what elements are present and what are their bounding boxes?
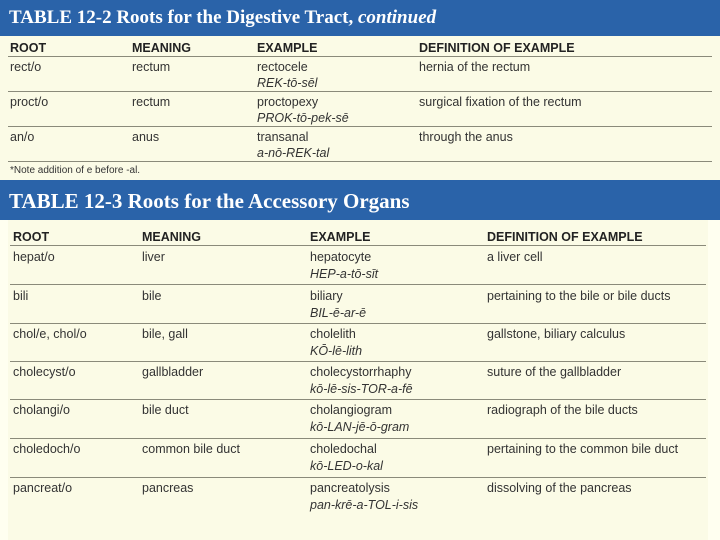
t2-header-meaning: MEANING xyxy=(142,230,202,244)
t1-row3-meaning: anus xyxy=(132,130,160,144)
t2-header-definition: DEFINITION OF EXAMPLE xyxy=(487,230,643,244)
t2-row3-root: chol/e, chol/o xyxy=(13,327,87,341)
t1-row1-root: rect/o xyxy=(10,60,42,74)
t2-row4-root: cholecyst/o xyxy=(13,365,76,379)
t2-row2-root: bili xyxy=(13,289,29,303)
t1-row1-meaning: rectum xyxy=(132,60,171,74)
t2-row7-meaning: pancreas xyxy=(142,481,194,495)
t2-row6-definition: pertaining to the common bile duct xyxy=(487,442,679,456)
t1-header-rule xyxy=(8,56,712,57)
t2-header-root: ROOT xyxy=(13,230,50,244)
t2-row5-example: cholangiogram xyxy=(310,403,392,417)
table-12-3-title: TABLE 12-3 Roots for the Accessory Organs xyxy=(0,180,720,220)
t2-row1-example: hepatocyte xyxy=(310,250,372,264)
t2-row6-example: choledochal xyxy=(310,442,377,456)
t2-row1-pronunciation: HEP-a-tō-sīt xyxy=(310,267,379,281)
t2-row-rule xyxy=(10,477,706,478)
t1-row2-example: proctopexy xyxy=(257,95,319,109)
t1-row2-pronunciation: PROK-tō-pek-sē xyxy=(257,111,349,125)
t1-row3-root: an/o xyxy=(10,130,35,144)
t1-header-meaning: MEANING xyxy=(132,41,192,55)
t1-row-rule xyxy=(8,161,712,162)
t2-row6-pronunciation: kō-LED-o-kal xyxy=(310,459,383,473)
t2-row4-example: cholecystorrhaphy xyxy=(310,365,412,379)
t2-header-rule xyxy=(10,245,706,246)
t2-header-example: EXAMPLE xyxy=(310,230,371,244)
t1-row-rule xyxy=(8,126,712,127)
t2-row1-definition: a liver cell xyxy=(487,250,543,264)
t2-row-rule xyxy=(10,284,706,285)
t2-row3-example: cholelith xyxy=(310,327,356,341)
t2-row3-meaning: bile, gall xyxy=(142,327,188,341)
t2-row5-root: cholangi/o xyxy=(13,403,70,417)
table-12-2-title-continued: continued xyxy=(358,7,437,28)
t2-row3-definition: gallstone, biliary calculus xyxy=(487,327,626,341)
t2-row7-pronunciation: pan-krē-a-TOL-i-sis xyxy=(310,498,419,512)
t1-header-root: ROOT xyxy=(10,41,47,55)
t2-row6-meaning: common bile duct xyxy=(142,442,240,456)
t2-row2-example: biliary xyxy=(310,289,343,303)
t1-row1-definition: hernia of the rectum xyxy=(419,60,531,74)
t1-row3-example: transanal xyxy=(257,130,309,144)
t2-row5-definition: radiograph of the bile ducts xyxy=(487,403,638,417)
t1-row2-meaning: rectum xyxy=(132,95,171,109)
t1-row3-pronunciation: a-nō-REK-tal xyxy=(257,146,330,160)
table-12-3-body xyxy=(8,220,708,540)
t2-row2-definition: pertaining to the bile or bile ducts xyxy=(487,289,671,303)
t2-row-rule xyxy=(10,323,706,324)
t2-row2-meaning: bile xyxy=(142,289,162,303)
table-12-2-title-main: TABLE 12-2 Roots for the Digestive Tract, xyxy=(9,7,358,28)
t2-row4-pronunciation: kō-lē-sis-TOR-a-fē xyxy=(310,382,413,396)
t2-row1-root: hepat/o xyxy=(13,250,55,264)
table-12-2-title xyxy=(0,0,720,36)
t2-row4-definition: suture of the gallbladder xyxy=(487,365,622,379)
table-12-2-body xyxy=(0,36,720,180)
t1-row1-example: rectocele xyxy=(257,60,308,74)
t2-row-rule xyxy=(10,438,706,439)
t2-row4-meaning: gallbladder xyxy=(142,365,204,379)
t2-row7-definition: dissolving of the pancreas xyxy=(487,481,632,495)
t2-row2-pronunciation: BIL-ē-ar-ē xyxy=(310,306,367,320)
t1-header-example: EXAMPLE xyxy=(257,41,318,55)
t2-row1-meaning: liver xyxy=(142,250,165,264)
t2-row-rule xyxy=(10,361,706,362)
t1-header-definition: DEFINITION OF EXAMPLE xyxy=(419,41,575,55)
t2-row7-example: pancreatolysis xyxy=(310,481,390,495)
t1-row2-root: proct/o xyxy=(10,95,49,109)
t1-row2-definition: surgical fixation of the rectum xyxy=(419,95,582,109)
t1-row-rule xyxy=(8,91,712,92)
t1-row3-definition: through the anus xyxy=(419,130,513,144)
t1-row1-pronunciation: REK-tō-sēl xyxy=(257,76,318,90)
t1-footnote: *Note addition of e before -al. xyxy=(10,165,141,176)
t2-row7-root: pancreat/o xyxy=(13,481,73,495)
t2-row5-pronunciation: kō-LAN-jē-ō-gram xyxy=(310,420,410,434)
t2-row6-root: choledoch/o xyxy=(13,442,81,456)
t2-row5-meaning: bile duct xyxy=(142,403,189,417)
t2-row-rule xyxy=(10,399,706,400)
t2-row3-pronunciation: KŌ-lē-lith xyxy=(310,344,363,358)
